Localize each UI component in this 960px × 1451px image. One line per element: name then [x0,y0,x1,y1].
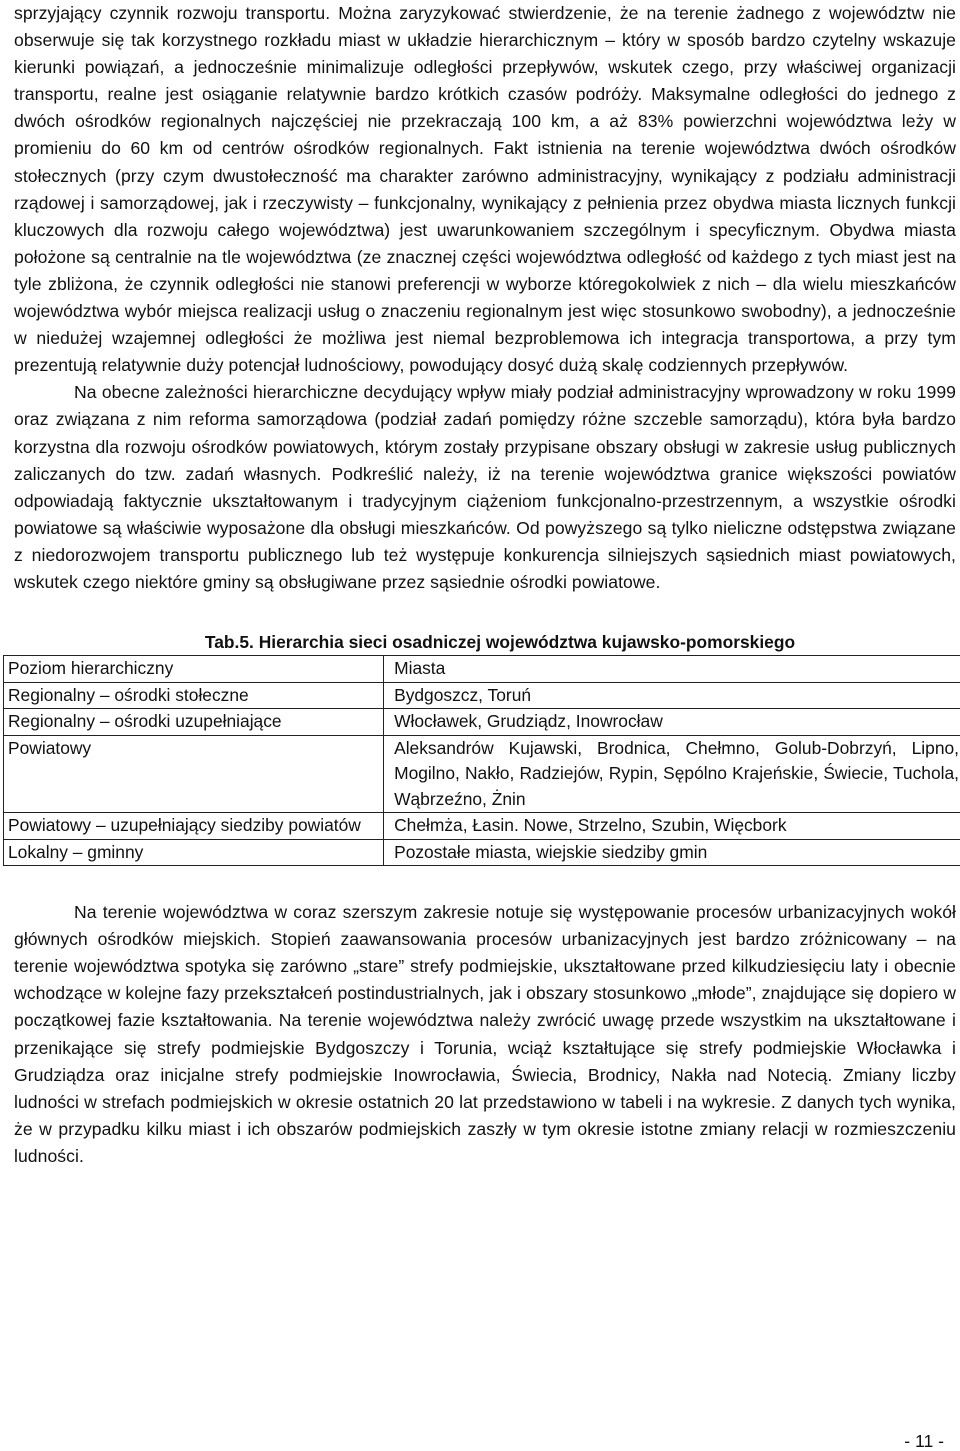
table-row [4,839,960,866]
body-paragraph-1: sprzyjający czynnik rozwoju transportu. Można zaryzykować stwierdzenie, że na terenie żadnego z województw nie obserwuje się tak korzystnego rozkładu miast w układzie hierarchicznym – który w sposób bardzo czytelny wskazuje kierunki powiązań, a jednocześnie minimalizuje odległości przepływów, wskutek czego, przy właściwej organizacji transportu, realne jest osiąganie relatywnie bardzo krótkich czasów podróży. Maksymalne odległości do jednego z dwóch ośrodków regionalnych najczęściej nie przekraczają 100 km, a aż 83% powierzchni województwa leży w promieniu do 60 km od centrów ośrodków regionalnych. Fakt istnienia na terenie województwa dwóch ośrodków stołecznych (przy czym dwustołeczność ma charakter zarówno administracyjny, wynikający z podziału administracji rządowej i samorządowej, jak i rzeczywisty – funkcjonalny, wynikający z pełnienia przez obydwa miasta licznych funkcji kluczowych dla rozwoju całego województwa) jest uwarunkowaniem szczególnym i specyficznym. Obydwa miasta położone są centralnie na tle województwa (ze znacznej części województwa odległość od każdego z tych miast jest na tyle zbliżona, że czynnik odległości nie stanowi preferencji w wyborze któregokolwiek z nich – dla wielu mieszkańców województwa wybór miejsca realizacji usług o znaczeniu regionalnym jest więc stosunkowo swobodny), a jednocześnie w niedużej wzajemnej odległości że możliwa jest niemal bezproblemowa ich integracja transportowa, a przy tym prezentują relatywnie duży potencjał ludnościowy, powodujący dosyć dużą skalę codziennych przepływów. [14,0,956,379]
spacer [14,596,956,631]
table-row [4,682,960,709]
cell-cities: Aleksandrów Kujawski, Brodnica, Chełmno, Golub-Dobrzyń, Lipno, Mogilno, Nakło, Radziejów, Rypin, Sępólno Krajeńskie, Świecie, Tuchola, Wąbrzeźno, Żnin [384,735,960,813]
body-paragraph-3: Na terenie województwa w coraz szerszym zakresie notuje się występowanie procesów urbanizacyjnych wokół głównych ośrodków miejskich. Stopień zaawansowania procesów urbanizacyjnych jest bardzo zróżnicowany – na terenie województwa spotyka się zarówno „stare” strefy podmiejskie, ukształtowane przed kilkudziesięciu laty i obecnie wchodzące w kolejne fazy przekształceń postindustrialnych, jak i obszary stosunkowo „młode”, znajdujące się dopiero w początkowej fazie kształtowania. Na terenie województwa należy zwrócić uwagę przede wszystkim na ukształtowane i przenikające się strefy podmiejskie Bydgoszczy i Torunia, wciąż kształtujące się strefy podmiejskie Włocławka i Grudziądza oraz inicjalne strefy podmiejskie Inowrocławia, Świecia, Brodnicy, Nakła nad Notecią. Zmiany liczby ludności w strefach podmiejskich w okresie ostatnich 20 lat przedstawiono w tabeli i na wykresie. Z danych tych wynika, że w przypadku kilku miast i ich obszarów podmiejskich zaszły w tym okresie istotne zmiany relacji w rozmieszczeniu ludności. [14,899,956,1170]
cell-level: Lokalny – gminny [4,839,384,866]
cell-level: Powiatowy – uzupełniający siedziby powiatów [4,813,384,840]
table-row [4,709,960,736]
page-number: - 11 - [904,1431,944,1451]
table-row [4,735,960,813]
cell-cities: Chełmża, Łasin. Nowe, Strzelno, Szubin, Więcbork [384,813,960,840]
cell-cities: Pozostałe miasta, wiejskie siedziby gmin [384,839,960,866]
table-caption [14,631,956,653]
hierarchy-table [3,655,960,866]
cell-level: Regionalny – ośrodki uzupełniające [4,709,384,736]
table-caption-title: Hierarchia sieci osadniczej województwa kujawsko-pomorskiego [259,632,795,652]
table-row [4,813,960,840]
table-caption-number: Tab.5. [205,632,254,652]
header-cities: Miasta [384,656,960,683]
cell-level: Regionalny – ośrodki stołeczne [4,682,384,709]
cell-cities: Bydgoszcz, Toruń [384,682,960,709]
cell-level: Powiatowy [4,735,384,813]
table-header-row [4,656,960,683]
spacer [14,866,956,899]
body-paragraph-2: Na obecne zależności hierarchiczne decydujący wpływ miały podział administracyjny wprowadzony w roku 1999 oraz związana z nim reforma samorządowa (podział zadań pomiędzy różne szczeble samorządu), która była bardzo korzystna dla rozwoju ośrodków powiatowych, którym zostały przypisane obszary obsługi w zakresie usług publicznych zaliczanych do tzw. zadań własnych. Podkreślić należy, iż na terenie województwa granice większości powiatów odpowiadają faktycznie ukształtowanym i tradycyjnym ciążeniom funkcjonalno-przestrzennym, a wszystkie ośrodki powiatowe są właściwie wyposażone dla obsługi mieszkańców. Od powyższego są tylko nieliczne odstępstwa związane z niedorozwojem transportu publicznego lub też występuje konkurencja silniejszych sąsiednich miast powiatowych, wskutek czego niektóre gminy są obsługiwane przez sąsiednie ośrodki powiatowe. [14,379,956,596]
header-level: Poziom hierarchiczny [4,656,384,683]
document-page [14,0,956,1170]
cell-cities: Włocławek, Grudziądz, Inowrocław [384,709,960,736]
